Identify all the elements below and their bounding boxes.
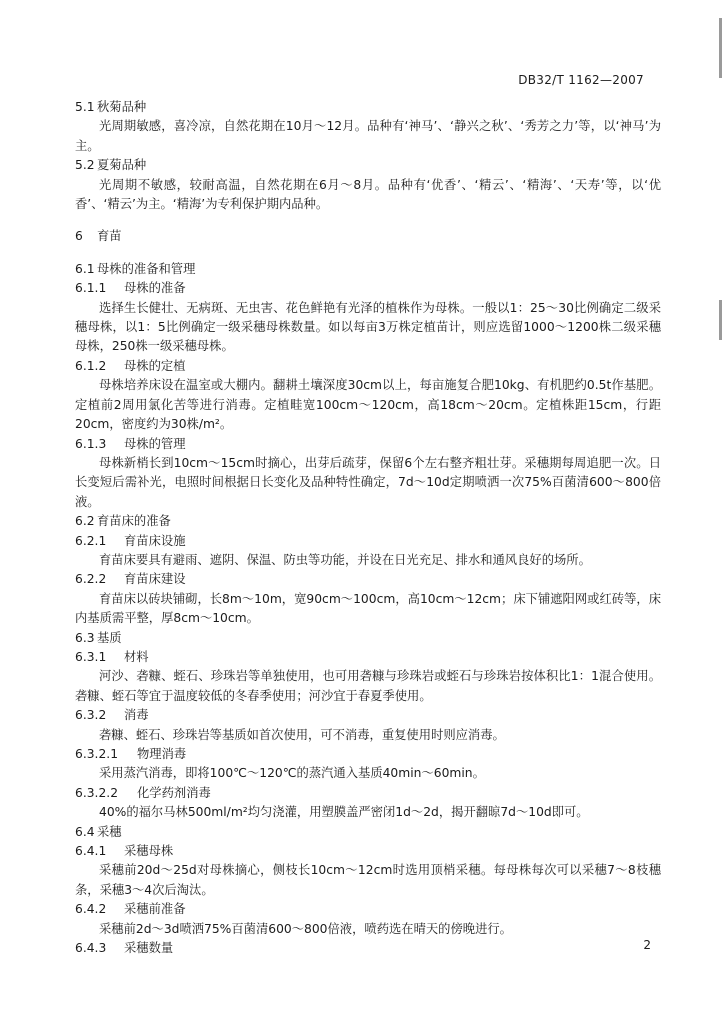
page-number: 2: [643, 938, 651, 952]
scan-edge-mark: [719, 18, 722, 78]
section-title: 夏菊品种: [97, 158, 147, 173]
paragraph: 采穗前2d～3d喷洒75%百菌清600～800倍液，喷药选在晴天的傍晚进行。: [99, 921, 512, 936]
heading-6-4: [75, 823, 661, 842]
section-title: 母株的准备: [124, 281, 186, 296]
paragraph: 育苗床要具有避雨、遮阴、保温、防虫等功能，并设在日光充足、排水和通风良好的场所。: [99, 552, 591, 567]
heading-5-2: [75, 156, 661, 175]
heading-6-1-2: [75, 357, 661, 376]
heading-6-3-2-1: [75, 745, 661, 764]
paragraph: 砻糠、蛭石、珍珠岩等基质如首次使用，可不消毒，重复使用时则应消毒。: [99, 727, 505, 742]
paragraph: 选择生长健壮、无病斑、无虫害、花色鲜艳有光泽的植株作为母株。一般以1：25～30比例确定二级采穗母株，以1：5比例确定一级采穗母株数量。如以每亩3万株定植苗计，则应选留1000～1200株二级采穗母株，250株一级采穗母株。: [75, 300, 661, 354]
heading-6-1-3: [75, 435, 661, 454]
paragraph: 河沙、砻糠、蛭石、珍珠岩等单独使用，也可用砻糠与珍珠岩或蛭石与珍珠岩按体积比1：1混合使用。砻糠、蛭石等宜于温度较低的冬春季使用；河沙宜于春夏季使用。: [75, 669, 661, 703]
section-number: 6.4.1: [75, 844, 107, 859]
paragraph: 采用蒸汽消毒，即将100℃～120℃的蒸汽通入基质40min～60min。: [99, 766, 485, 781]
heading-6-2-1: [75, 532, 661, 551]
document-body: [75, 98, 661, 958]
section-number: 6.1: [75, 261, 95, 276]
section-number: 6.3: [75, 630, 95, 645]
section-title: 材料: [124, 649, 149, 664]
heading-6-3-2: [75, 706, 661, 725]
standard-code: DB32/T 1162—2007: [518, 73, 644, 87]
paragraph: 光周期敏感，喜冷凉，自然花期在10月～12月。品种有‘神马’、‘静兴之秋’、‘秀芳之力’等，以‘神马’为主。: [75, 119, 661, 153]
heading-6-1: [75, 260, 661, 279]
section-title: 采穗数量: [124, 941, 174, 956]
section-title: 母株的定植: [124, 358, 186, 373]
heading-6-4-2: [75, 900, 661, 919]
heading-6: [75, 227, 661, 246]
section-number: 6.2: [75, 514, 95, 529]
section-number: 6.2.2: [75, 572, 107, 587]
paragraph: 光周期不敏感，较耐高温，自然花期在6月～8月。品种有‘优香’、‘精云’、‘精海’、‘天寿’等，以‘优香’、‘精云’为主。‘精海’为专利保护期内品种。: [75, 177, 661, 212]
section-title: 消毒: [124, 708, 149, 723]
section-number: 6.4.2: [75, 902, 107, 917]
paragraph: 母株培养床设在温室或大棚内。翻耕土壤深度30cm以上，每亩施复合肥10kg、有机肥约0.5t作基肥。定植前2周用氯化苦等进行消毒。定植畦宽100cm～120cm，高18cm～20cm。定植株距15cm，行距20cm，密度约为30株/m²。: [75, 378, 661, 432]
section-title: 母株的准备和管理: [97, 261, 196, 276]
heading-6-2-2: [75, 570, 661, 589]
section-title: 采穗前准备: [124, 902, 186, 917]
section-title: 母株的管理: [124, 436, 186, 451]
section-number: 6.1.2: [75, 358, 107, 373]
section-number: 6.4: [75, 824, 95, 839]
section-number: 5.2: [75, 158, 95, 173]
section-number: 6.1.1: [75, 281, 107, 296]
section-title: 育苗床建设: [124, 572, 186, 587]
section-title: 基质: [97, 630, 122, 645]
section-title: 育苗床设施: [124, 533, 186, 548]
scan-edge-mark: [719, 300, 722, 340]
heading-6-1-1: [75, 279, 661, 298]
section-title: 育苗: [97, 229, 122, 244]
heading-6-2: [75, 512, 661, 531]
heading-6-3-2-2: [75, 784, 661, 803]
section-number: 6.3.2.2: [75, 785, 119, 800]
heading-6-3: [75, 629, 661, 648]
section-title: 采穗: [97, 824, 122, 839]
paragraph: 母株新梢长到10cm～15cm时摘心，出芽后疏芽，保留6个左右整齐粗壮芽。采穗期每周追肥一次。日长变短后需补光，电照时间根据日长变化及品种特性确定，7d～10d定期喷洒一次75%百菌清600～800倍液。: [75, 455, 661, 509]
heading-6-4-3: [75, 939, 661, 958]
section-number: 5.1: [75, 100, 95, 114]
section-number: 6.3.2: [75, 708, 107, 723]
paragraph: 育苗床以砖块铺砌，长8m～10m，宽90cm～100cm，高10cm～12cm；床下铺遮阳网或红砖等，床内基质需平整，厚8cm～10cm。: [75, 591, 661, 626]
section-number: 6.2.1: [75, 533, 107, 548]
section-title: 采穗母株: [124, 844, 174, 859]
section-title: 秋菊品种: [97, 100, 147, 114]
paragraph: 采穗前20d～25d对母株摘心，侧枝长10cm～12cm时选用顶梢采穗。每母株每次可以采穗7～8枝穗条，采穗3～4次后淘汰。: [75, 863, 661, 897]
section-number: 6: [75, 229, 83, 244]
section-number: 6.3.1: [75, 649, 107, 664]
section-title: 物理消毒: [137, 747, 187, 761]
section-title: 育苗床的准备: [97, 514, 171, 529]
section-number: 6.4.3: [75, 941, 107, 956]
heading-6-3-1: [75, 648, 661, 667]
heading-6-4-1: [75, 842, 661, 861]
section-number: 6.3.2.1: [75, 747, 119, 761]
section-title: 化学药剂消毒: [137, 785, 211, 800]
heading-5-1: [75, 98, 661, 117]
section-number: 6.1.3: [75, 436, 107, 451]
paragraph: 40%的福尔马林500ml/m²均匀浇灌，用塑膜盖严密闭1d～2d，揭开翻晾7d～10d即可。: [99, 805, 589, 820]
